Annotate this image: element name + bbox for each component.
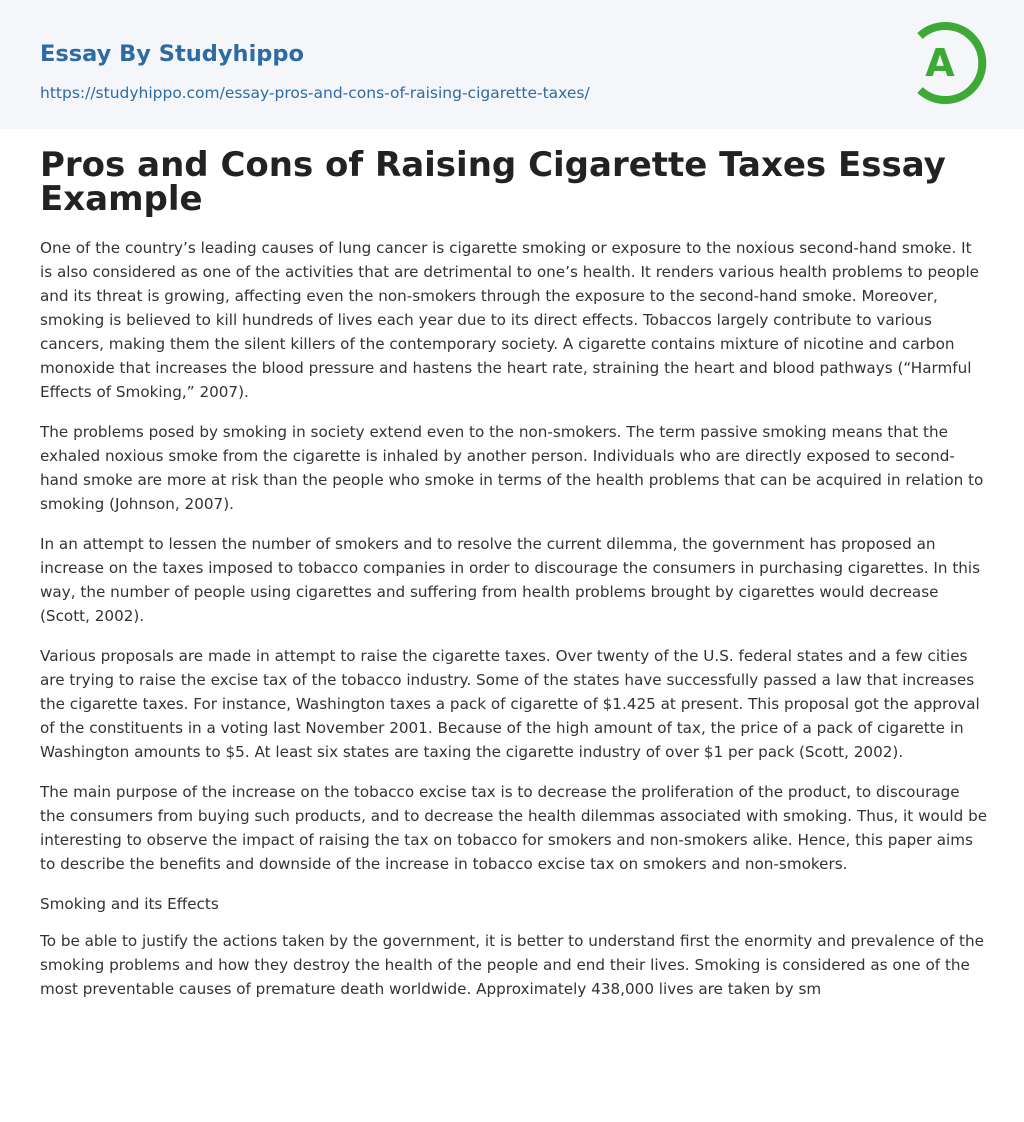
essay-paragraph: The problems posed by smoking in society extend even to the non-smokers. The term passive smoking means that the exhaled noxious smoke from the cigarette is inhaled by another person. Individuals who are directly exposed to second-hand smoke are more at risk than the people who smoke in terms of the health problems that can be acquired in relation to smoking (Johnson, 2007). — [40, 423, 984, 513]
section-subheading: Smoking and its Effects — [40, 895, 219, 913]
studyhippo-logo-icon[interactable] — [908, 18, 990, 108]
essay-paragraph: One of the country’s leading causes of lung cancer is cigarette smoking or exposure to the noxious second-hand smoke. It is also considered as one of the activities that are detrimental to one’s health. It renders various health problems to people and its threat is growing, affecting even the non-smokers through the exposure to the second-hand smoke. Moreover, smoking is believed to kill hundreds of lives each year due to its direct effects. Tobaccos largely contribute to various cancers, making them the silent killers of the contemporary society. A cigarette contains mixture of nicotine and carbon monoxide that increases the blood pressure and hastens the heart rate, straining the heart and blood pathways (“Harmful Effects of Smoking,” 2007). — [40, 239, 980, 401]
site-header — [0, 0, 1024, 129]
logo-letter: A — [925, 41, 955, 85]
essay-paragraph-truncated: To be able to justify the actions taken by the government, it is better to understand first the enormity and prevalence of the smoking problems and how they destroy the health of the people and end their lives. Smoking is considered as one of the most preventable causes of premature death worldwide. Approximately 438,000 lives are taken by sm — [40, 932, 984, 998]
page-title: Pros and Cons of Raising Cigarette Taxes Essay Example — [40, 145, 946, 219]
essay-paragraph: In an attempt to lessen the number of smokers and to resolve the current dilemma, the government has proposed an increase on the taxes imposed to tobacco companies in order to discourage the consumers in purchasing cigarettes. In this way, the number of people using cigarettes and suffering from health problems brought by cigarettes would decrease (Scott, 2002). — [40, 535, 981, 625]
essay-url-link[interactable]: https://studyhippo.com/essay-pros-and-cons-of-raising-cigarette-taxes/ — [40, 84, 590, 102]
essay-paragraph: The main purpose of the increase on the tobacco excise tax is to decrease the proliferation of the product, to discourage the consumers from buying such products, and to decrease the health dilemmas associated with smoking. Thus, it would be interesting to observe the impact of raising the tax on tobacco for smokers and non-smokers alike. Hence, this paper aims to describe the benefits and downside of the increase in tobacco excise tax on smokers and non-smokers. — [40, 783, 988, 873]
essay-paragraph: Various proposals are made in attempt to raise the cigarette taxes. Over twenty of the U.S. federal states and a few cities are trying to raise the excise tax of the tobacco industry. Some of the states have successfully passed a law that increases the cigarette taxes. For instance, Washington taxes a pack of cigarette of $1.425 at present. This proposal got the approval of the constituents in a voting last November 2001. Because of the high amount of tax, the price of a pack of cigarette in Washington amounts to $5. At least six states are taxing the cigarette industry of over $1 per pack (Scott, 2002). — [40, 647, 980, 761]
essay-content — [40, 145, 988, 1017]
site-brand[interactable]: Essay By Studyhippo — [40, 41, 304, 67]
